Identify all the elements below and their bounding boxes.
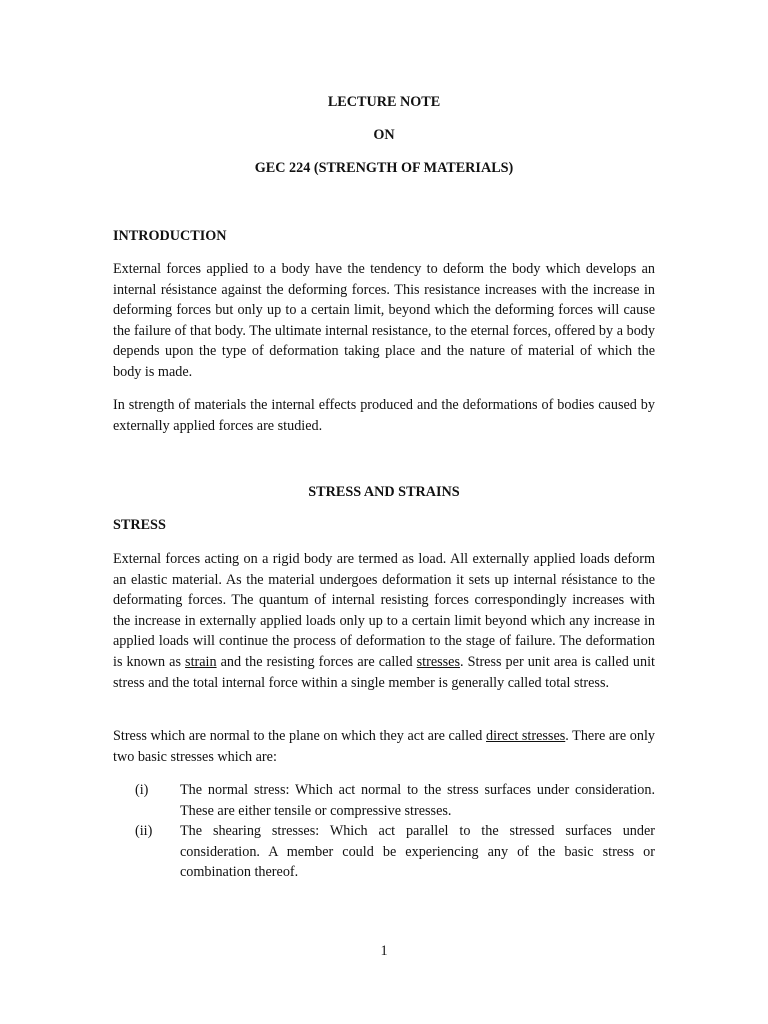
direct-stresses-term: direct stresses — [486, 728, 566, 744]
basic-stresses-list — [113, 780, 655, 883]
stress-paragraph-1-text-b: and the resisting forces are called — [216, 653, 417, 670]
strain-term: strain — [185, 653, 217, 670]
stress-paragraph-1-text-a: External forces acting on a rigid body are termed as load. All externally applied loads deform an elastic material. As the material undergoes deformation it sets up internal résistance to the deformating forces. The quantum of internal resisting forces correspondingly increases with the increase in externally applied loads only up to a certain limit beyond which any increase in applied loads will continue the process of deformation to the stage of failure. The deformation is known as — [113, 551, 655, 670]
page-number: 1 — [380, 943, 388, 959]
list-item-number: (i) — [135, 782, 149, 798]
stress-paragraph-1 — [113, 549, 655, 693]
stresses-term: stresses — [416, 653, 461, 670]
stress-paragraph-2 — [113, 726, 655, 767]
stress-paragraph-2-text-b: . There are only two basic stresses which are: — [113, 728, 655, 765]
course-title: GEC 224 (STRENGTH OF MATERIALS) — [254, 160, 514, 176]
stress-heading: STRESS — [113, 517, 166, 533]
list-item — [113, 780, 655, 821]
list-item — [113, 821, 655, 883]
stress-paragraph-1-text-c: . Stress per unit area is called unit stress and the total internal force within a single member is generally called total stress. — [113, 653, 655, 691]
list-item-text: The shearing stresses: Which act parallel to the stressed surfaces under consideration. A member could be experiencing any of the basic stress or combination thereof. — [180, 823, 655, 881]
introduction-heading: INTRODUCTION — [113, 228, 227, 244]
stress-paragraph-2-text-a: Stress which are normal to the plane on which they act are called — [113, 728, 487, 744]
stress-and-strains-title: STRESS AND STRAINS — [308, 484, 460, 500]
introduction-paragraph-2: In strength of materials the internal effects produced and the deformations of bodies caused by externally applied forces are studied. — [113, 397, 655, 434]
on-line: ON — [373, 127, 395, 143]
list-item-text: The normal stress: Which act normal to the stress surfaces under consideration. These are either tensile or compressive stresses. — [180, 782, 655, 819]
introduction-paragraph-1: External forces applied to a body have the tendency to deform the body which develops an internal résistance against the deforming forces. This resistance increases with the increase in deforming forces but only up to a certain limit, beyond which the deforming forces will cause the failure of that body. The ultimate internal resistance, to the eternal forces, offered by a body depends upon the type of deformation taking place and the nature of material of which the body is made. — [113, 261, 655, 380]
lecture-note-title: LECTURE NOTE — [327, 94, 441, 110]
list-item-number: (ii) — [135, 823, 153, 840]
